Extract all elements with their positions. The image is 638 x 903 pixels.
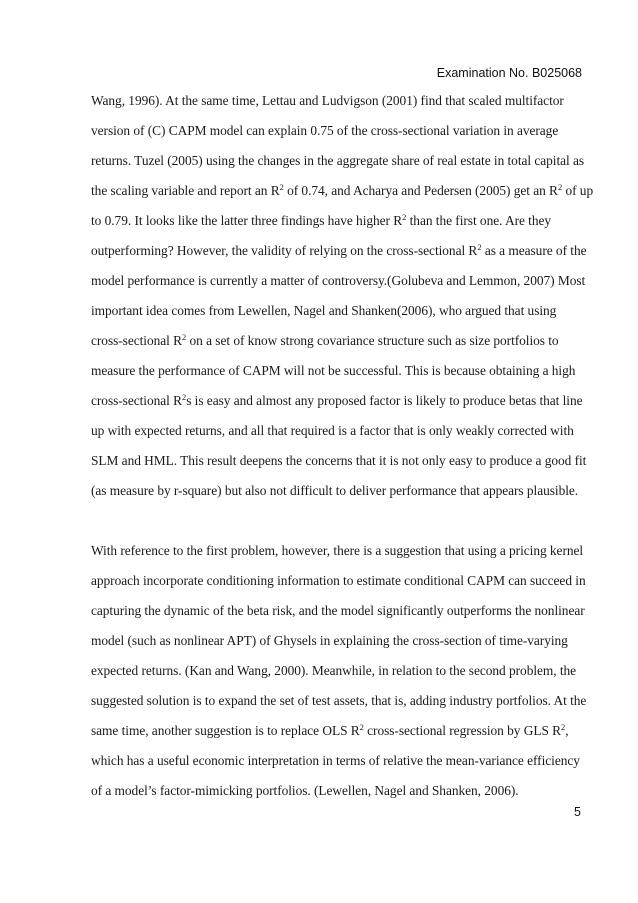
text-line: [91, 656, 583, 686]
text-line: [91, 146, 583, 176]
text-run: cross-sectional R: [91, 333, 183, 348]
text-run: expected returns. (Kan and Wang, 2000). Meanwhile, in relation to the second problem, the: [91, 663, 577, 678]
page-number: 5: [574, 805, 581, 819]
text-line: [91, 236, 587, 266]
text-run: cross-sectional R: [91, 393, 183, 408]
examination-number: Examination No. B025068: [436, 66, 582, 80]
text-run: cross-sectional regression by GLS R: [363, 723, 562, 738]
text-run: up with expected returns, and all that required is a factor that is only weakly corrected with: [91, 423, 574, 438]
superscript: 2: [402, 212, 407, 222]
text-run: on a set of know strong covariance structure such as size portfolios to: [186, 333, 559, 348]
text-run: model (such as nonlinear APT) of Ghysels in explaining the cross-section of time-varying: [91, 633, 568, 648]
paragraph-1: [91, 86, 594, 506]
text-run: capturing the dynamic of the beta risk, and the model significantly outperforms the nonlinear: [91, 603, 585, 618]
text-line: [91, 206, 583, 236]
text-run: model performance is currently a matter of controversy.(Golubeva and Lemmon, 2007) Most: [91, 273, 586, 288]
superscript: 2: [557, 182, 563, 192]
superscript: 2: [561, 722, 566, 732]
text-line: [91, 326, 583, 356]
text-line: [91, 296, 583, 326]
text-run: Wang, 1996). At the same time, Lettau and Ludvigson (2001) find that scaled multifactor: [91, 93, 564, 108]
text-line: [91, 266, 586, 296]
superscript: 2: [477, 242, 482, 252]
superscript: 2: [279, 182, 284, 192]
text-line: [91, 356, 583, 386]
text-run: to 0.79. It looks like the latter three findings have higher R: [91, 213, 403, 228]
text-line: [91, 776, 583, 806]
text-run: suggested solution is to expand the set of test assets, that is, adding industry portfolios. At the: [91, 693, 587, 708]
text-run: SLM and HML. This result deepens the concerns that it is not only easy to produce a good fit: [91, 453, 587, 468]
text-line: [91, 176, 594, 206]
text-line: [91, 446, 587, 476]
paragraph-gap: [91, 506, 583, 536]
text-run: as a measure of the: [481, 243, 587, 258]
text-run: With reference to the first problem, however, there is a suggestion that using a pricing kernel: [91, 543, 584, 558]
text-run: s is easy and almost any proposed factor is likely to produce betas that line: [186, 393, 583, 408]
text-run: outperforming? However, the validity of relying on the cross-sectional R: [91, 243, 478, 258]
text-run: approach incorporate conditioning information to estimate conditional CAPM can succeed in: [91, 573, 586, 588]
superscript: 2: [182, 392, 187, 402]
text-line: [91, 626, 583, 656]
superscript: 2: [359, 722, 364, 732]
text-run: the scaling variable and report an R: [91, 183, 280, 198]
text-line: [91, 716, 583, 746]
text-run: measure the performance of CAPM will not be successful. This is because obtaining a high: [91, 363, 576, 378]
body-text: [91, 86, 594, 806]
text-run: returns. Tuzel (2005) using the changes in the aggregate share of real estate in total capital as: [91, 153, 585, 168]
text-run: which has a useful economic interpretation in terms of relative the mean-variance efficiency: [91, 753, 580, 768]
text-line: [91, 86, 583, 116]
superscript: 2: [182, 332, 187, 342]
text-run: of 0.74, and Acharya and Pedersen (2005) get an R: [283, 183, 558, 198]
paragraph-2: [91, 536, 587, 806]
text-run: version of (C) CAPM model can explain 0.75 of the cross-sectional variation in average: [91, 123, 559, 138]
text-line: [91, 416, 583, 446]
text-line: [91, 116, 583, 146]
text-line: [91, 476, 583, 506]
text-run: same time, another suggestion is to replace OLS R: [91, 723, 360, 738]
text-line: [91, 386, 583, 416]
text-run: of a model’s factor-mimicking portfolios. (Lewellen, Nagel and Shanken, 2006).: [91, 783, 519, 798]
text-line: [91, 536, 583, 566]
text-run: (as measure by r-square) but also not difficult to deliver performance that appears plausible.: [91, 483, 579, 498]
text-line: [91, 686, 587, 716]
text-run: ,: [565, 723, 569, 738]
text-run: of up: [562, 183, 594, 198]
text-line: [91, 746, 583, 776]
text-run: than the first one. Are they: [406, 213, 552, 228]
text-line: [91, 566, 586, 596]
text-run: important idea comes from Lewellen, Nagel and Shanken(2006), who argued that using: [91, 303, 557, 318]
text-line: [91, 596, 583, 626]
